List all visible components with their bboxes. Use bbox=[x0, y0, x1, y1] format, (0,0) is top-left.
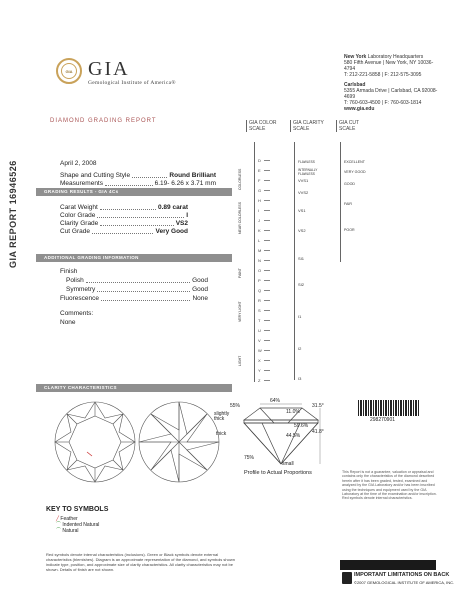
color-letter: U bbox=[258, 328, 261, 333]
ny-office: New York bbox=[344, 54, 367, 60]
key-item-label: Feather bbox=[60, 516, 78, 522]
ny-address: 580 Fifth Avenue | New York, NY 10036-4794 bbox=[344, 60, 434, 72]
key-item-natural bbox=[56, 528, 99, 534]
color-letter: I bbox=[258, 208, 260, 213]
shape-row bbox=[60, 172, 216, 180]
cut-value: Very Good bbox=[155, 228, 188, 235]
key-note: Red symbols denote internal characteristics (inclusions). Green or Black symbols denote external characteristics (blemishes). Diagram is an approximate representation of the diamond, and symbols shown indicate type, position, and approximate size of clarity characteristics. All clarity characteristics may not be shown. Details of finish are not shown. bbox=[46, 552, 235, 572]
clarity-label: FLAWLESS bbox=[298, 160, 315, 164]
clarity-row bbox=[60, 220, 188, 228]
address-block bbox=[344, 54, 444, 112]
polish-value: Good bbox=[192, 277, 208, 284]
shape-value: Round Brilliant bbox=[169, 172, 216, 179]
key-items bbox=[56, 516, 99, 534]
fluorescence-row bbox=[60, 295, 208, 303]
clarity-label: SI1 bbox=[298, 256, 305, 261]
ny-phone: T: 212-221-5858 | F: 212-575-3095 bbox=[344, 72, 422, 78]
barcode bbox=[358, 400, 420, 416]
cut-label: VERY GOOD bbox=[344, 170, 366, 174]
gia-seal-logo bbox=[56, 58, 82, 84]
color-letter: Y bbox=[258, 368, 261, 373]
lower-half-pct: 75% bbox=[244, 455, 255, 461]
security-strip bbox=[340, 560, 436, 570]
brand-name: GIA bbox=[88, 58, 130, 80]
ca-phone: T: 760-603-4500 | F: 760-603-1814 bbox=[344, 100, 422, 106]
color-letter: S bbox=[258, 308, 261, 313]
natural-icon: ⌒ bbox=[56, 528, 62, 534]
brand-subtitle: Gemological Institute of America® bbox=[88, 80, 176, 86]
color-tick bbox=[264, 250, 270, 251]
clarity-value: VS2 bbox=[175, 220, 188, 227]
measurements-value: 6.19- 6.26 x 3.71 mm bbox=[154, 180, 216, 187]
pavilion-angle: 41.8° bbox=[312, 429, 324, 435]
symmetry-row bbox=[66, 286, 208, 294]
color-label: Color Grade bbox=[60, 212, 96, 219]
report-date: April 2, 2008 bbox=[60, 160, 97, 167]
color-scale-title: GIA COLOR SCALE bbox=[246, 120, 282, 132]
crown-angle: 31.5° bbox=[312, 403, 324, 409]
cut-label: Cut Grade bbox=[60, 228, 90, 235]
color-letter: K bbox=[258, 228, 261, 233]
clarity-scale-bar bbox=[294, 142, 295, 380]
color-letter: V bbox=[258, 338, 261, 343]
girdle-desc-2: thick bbox=[216, 431, 227, 437]
color-tick bbox=[264, 300, 270, 301]
color-tick bbox=[264, 290, 270, 291]
color-scale-bar bbox=[254, 142, 255, 382]
ca-office: Carlsbad bbox=[344, 82, 366, 88]
symmetry-value: Good bbox=[192, 286, 208, 293]
clarity-label: INTERNALLY FLAWLESS bbox=[298, 168, 318, 176]
color-tick bbox=[264, 270, 270, 271]
clarity-label: I1 bbox=[298, 314, 302, 319]
website: www.gia.edu bbox=[344, 106, 375, 112]
color-tick bbox=[264, 380, 270, 381]
comments-value: None bbox=[60, 319, 76, 326]
color-tick bbox=[264, 210, 270, 211]
color-letter: T bbox=[258, 318, 261, 323]
profile-diagram bbox=[222, 398, 334, 474]
fluorescence-value: None bbox=[192, 295, 208, 302]
clarity-scale-heading bbox=[290, 120, 330, 132]
plot-band: CLARITY CHARACTERISTICS bbox=[36, 384, 232, 392]
key-item-label: Indented Natural bbox=[62, 522, 100, 528]
cut-label: FAIR bbox=[344, 202, 352, 206]
polish-row bbox=[66, 277, 208, 285]
total-depth: 59.6% bbox=[294, 423, 309, 429]
cut-label: POOR bbox=[344, 228, 355, 232]
crown-plot-diagram bbox=[52, 392, 222, 492]
limitations-text: IMPORTANT LIMITATIONS ON BACK bbox=[354, 572, 450, 578]
color-group-label: NEAR COLORLESS bbox=[238, 201, 242, 234]
color-letter: O bbox=[258, 268, 262, 273]
color-tick bbox=[264, 200, 270, 201]
cut-scale-heading bbox=[336, 120, 372, 132]
color-letter: N bbox=[258, 258, 261, 263]
copyright: ©2007 GEMOLOGICAL INSTITUTE OF AMERICA, INC. bbox=[354, 580, 455, 585]
color-tick bbox=[264, 240, 270, 241]
cut-label: GOOD bbox=[344, 182, 355, 186]
ca-address: 5355 Armada Drive | Carlsbad, CA 92008-4699 bbox=[344, 88, 438, 100]
color-value: I bbox=[186, 212, 188, 219]
cut-scale-bar bbox=[340, 142, 341, 262]
symmetry-label: Symmetry bbox=[66, 286, 96, 293]
clarity-label: VVS1 bbox=[298, 178, 309, 183]
color-scale-heading bbox=[246, 120, 282, 132]
clarity-label: I3 bbox=[298, 376, 302, 381]
cut-label: EXCELLENT bbox=[344, 160, 365, 164]
color-letter: W bbox=[258, 348, 262, 353]
color-letter: H bbox=[258, 198, 261, 203]
color-letter: X bbox=[258, 358, 261, 363]
color-group-label: FAINT bbox=[238, 268, 242, 278]
color-tick bbox=[264, 320, 270, 321]
color-tick bbox=[264, 190, 270, 191]
feather-symbol bbox=[87, 452, 92, 456]
indented-natural-icon: ⌒ bbox=[56, 522, 62, 528]
comments-label: Comments: bbox=[60, 310, 94, 317]
clarity-label: VS2 bbox=[298, 228, 306, 233]
crown-view bbox=[55, 402, 135, 482]
report-title: DIAMOND GRADING REPORT bbox=[50, 118, 157, 124]
cut-scale-title: GIA CUT SCALE bbox=[336, 120, 372, 132]
carat-label: Carat Weight bbox=[60, 204, 98, 211]
table-pct: 64% bbox=[270, 398, 281, 404]
clarity-label: I2 bbox=[298, 346, 302, 351]
color-group-label: LIGHT bbox=[238, 355, 242, 366]
color-tick bbox=[264, 360, 270, 361]
grading-results-band: GRADING RESULTS - GIA 4Cs bbox=[36, 188, 232, 196]
color-tick bbox=[264, 230, 270, 231]
clarity-label: SI2 bbox=[298, 282, 305, 287]
color-letter: J bbox=[258, 218, 260, 223]
girdle-desc: slightly thick bbox=[214, 411, 230, 422]
report-number-vertical: GIA REPORT 16946526 bbox=[8, 160, 18, 268]
lock-icon bbox=[342, 572, 352, 584]
key-title: KEY TO SYMBOLS bbox=[46, 506, 109, 513]
clarity-label: VVS2 bbox=[298, 190, 309, 195]
shape-label: Shape and Cutting Style bbox=[60, 172, 131, 179]
color-group-label: COLORLESS bbox=[238, 168, 242, 190]
barcode-number: 298270901 bbox=[370, 417, 396, 423]
color-tick bbox=[264, 340, 270, 341]
color-tick bbox=[264, 220, 270, 221]
feather-icon: ╱ bbox=[56, 516, 60, 522]
crown-pct: 11.0% bbox=[286, 409, 300, 415]
color-letter: M bbox=[258, 248, 262, 253]
seal-letters: GIA bbox=[65, 68, 73, 74]
culet-size: small bbox=[282, 461, 294, 467]
pavilion-pct: 44.5% bbox=[286, 433, 301, 439]
carat-row bbox=[60, 204, 188, 212]
clarity-label: Clarity Grade bbox=[60, 220, 99, 227]
pavilion-view bbox=[139, 402, 219, 482]
color-letter: F bbox=[258, 178, 261, 183]
color-letter: R bbox=[258, 298, 261, 303]
color-tick bbox=[264, 330, 270, 331]
color-letter: D bbox=[258, 158, 261, 163]
measurements-label: Measurements bbox=[60, 180, 103, 187]
color-tick bbox=[264, 170, 270, 171]
color-tick bbox=[264, 280, 270, 281]
cut-row bbox=[60, 228, 188, 236]
color-tick bbox=[264, 180, 270, 181]
color-letter: G bbox=[258, 188, 262, 193]
color-tick bbox=[264, 160, 270, 161]
clarity-scale-title: GIA CLARITY SCALE bbox=[290, 120, 330, 132]
ny-label: Laboratory Headquarters bbox=[367, 54, 424, 60]
color-tick bbox=[264, 310, 270, 311]
polish-label: Polish bbox=[66, 277, 84, 284]
key-item-label: Natural bbox=[62, 528, 79, 534]
clarity-label: VS1 bbox=[298, 208, 306, 213]
additional-info-band: ADDITIONAL GRADING INFORMATION bbox=[36, 254, 232, 262]
carat-value: 0.89 carat bbox=[158, 204, 188, 211]
color-letter: L bbox=[258, 238, 261, 243]
color-letter: P bbox=[258, 278, 261, 283]
crown-shape bbox=[244, 408, 318, 420]
finish-label: Finish bbox=[60, 268, 78, 275]
pavilion-shape bbox=[244, 423, 318, 464]
color-tick bbox=[264, 350, 270, 351]
color-tick bbox=[264, 370, 270, 371]
profile-caption: Profile to Actual Proportions bbox=[244, 470, 312, 476]
fluorescence-label: Fluorescence bbox=[60, 295, 100, 302]
color-row bbox=[60, 212, 188, 220]
color-tick bbox=[264, 260, 270, 261]
color-letter: Z bbox=[258, 378, 261, 383]
color-letter: E bbox=[258, 168, 261, 173]
color-letter: Q bbox=[258, 288, 262, 293]
color-group-label: VERY LIGHT bbox=[238, 301, 242, 322]
star-pct: 55% bbox=[230, 403, 241, 409]
disclaimer-text: This Report is not a guarantee, valuation or appraisal and contains only the characteristics of the diamond described herein after it has been graded, tested, examined and analyzed by the GIA Laboratory and/or has been inscribed using the techniques and equipment used by the GIA Laboratory at the time of the examination and/or inscription. Red symbols denote internal characteristics. bbox=[342, 470, 437, 501]
measurements-row bbox=[60, 180, 216, 188]
